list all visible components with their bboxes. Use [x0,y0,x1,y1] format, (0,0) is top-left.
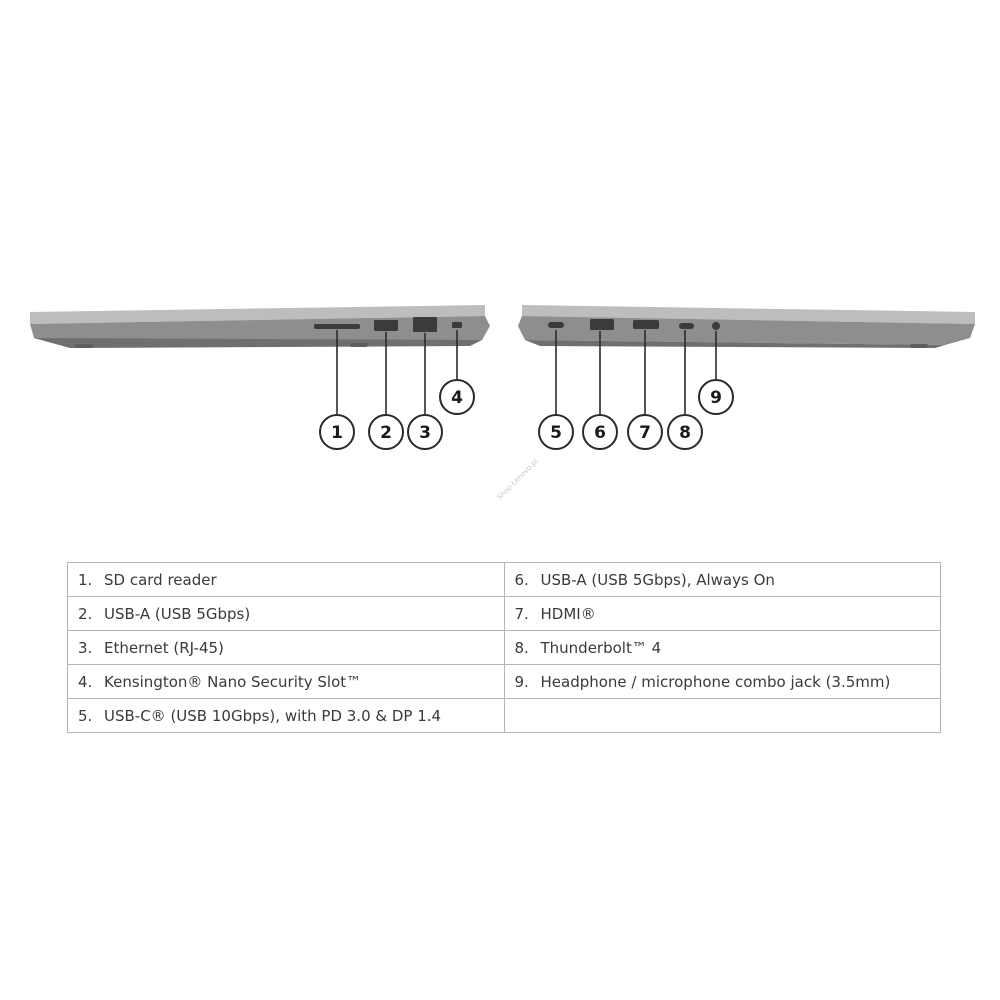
callout-5 [539,415,573,449]
ethernet-port [413,317,437,332]
spec-cell-empty [504,699,941,733]
callout-2 [369,415,403,449]
spec-number: 7. [514,604,529,623]
svg-text:8: 8 [679,423,691,443]
callout-4 [440,380,474,414]
svg-text:4: 4 [451,388,463,408]
spec-label: USB-C® (USB 10Gbps), with PD 3.0 & DP 1.4 [104,706,442,725]
spec-label: USB-A (USB 5Gbps) [104,604,251,623]
table-row [68,563,941,597]
callout-6 [583,415,617,449]
callout-7 [628,415,662,449]
port-spec-table [67,562,941,733]
usb-a-port [374,320,398,331]
laptop-left-side [30,305,490,348]
svg-text:3: 3 [419,423,431,443]
spec-number: 9. [514,672,529,691]
usb-a-always-on-port [590,319,614,330]
table-row [68,631,941,665]
spec-number: 8. [514,638,529,657]
laptop-right-side [518,305,975,348]
spec-cell [504,597,941,631]
svg-text:2: 2 [380,423,392,443]
spec-number: 3. [78,638,93,657]
security-slot [452,322,462,328]
spec-number: 4. [78,672,93,691]
spec-cell [504,631,941,665]
callout-9 [699,380,733,414]
spec-cell [68,699,505,733]
svg-text:7: 7 [639,423,651,443]
spec-number: 2. [78,604,93,623]
spec-cell [504,563,941,597]
spec-label: SD card reader [104,570,217,589]
spec-label: Thunderbolt™ 4 [540,638,662,657]
spec-label: USB-A (USB 5Gbps), Always On [540,570,775,589]
spec-label: HDMI® [540,604,596,623]
spec-label: Headphone / microphone combo jack (3.5mm) [540,672,891,691]
callout-1 [320,415,354,449]
spec-label: Kensington® Nano Security Slot™ [104,672,362,691]
table-row [68,699,941,733]
spec-cell [504,665,941,699]
svg-text:6: 6 [594,423,606,443]
callout-8 [668,415,702,449]
spec-label: Ethernet (RJ-45) [104,638,224,657]
watermark: Shop-Lenovo.pl [495,457,540,502]
spec-cell [68,631,505,665]
spec-cell [68,665,505,699]
sd-card-slot [314,324,360,329]
table-row [68,597,941,631]
spec-number: 1. [78,570,93,589]
spec-number: 5. [78,706,93,725]
svg-text:5: 5 [550,423,562,443]
spec-cell [68,597,505,631]
svg-text:1: 1 [331,423,343,443]
svg-text:9: 9 [710,388,722,408]
callout-3 [408,415,442,449]
audio-jack [712,322,720,330]
hdmi-port [633,320,659,329]
table-row [68,665,941,699]
usb-c-port [548,322,564,328]
spec-number: 6. [514,570,529,589]
spec-cell [68,563,505,597]
thunderbolt-port [679,323,694,329]
